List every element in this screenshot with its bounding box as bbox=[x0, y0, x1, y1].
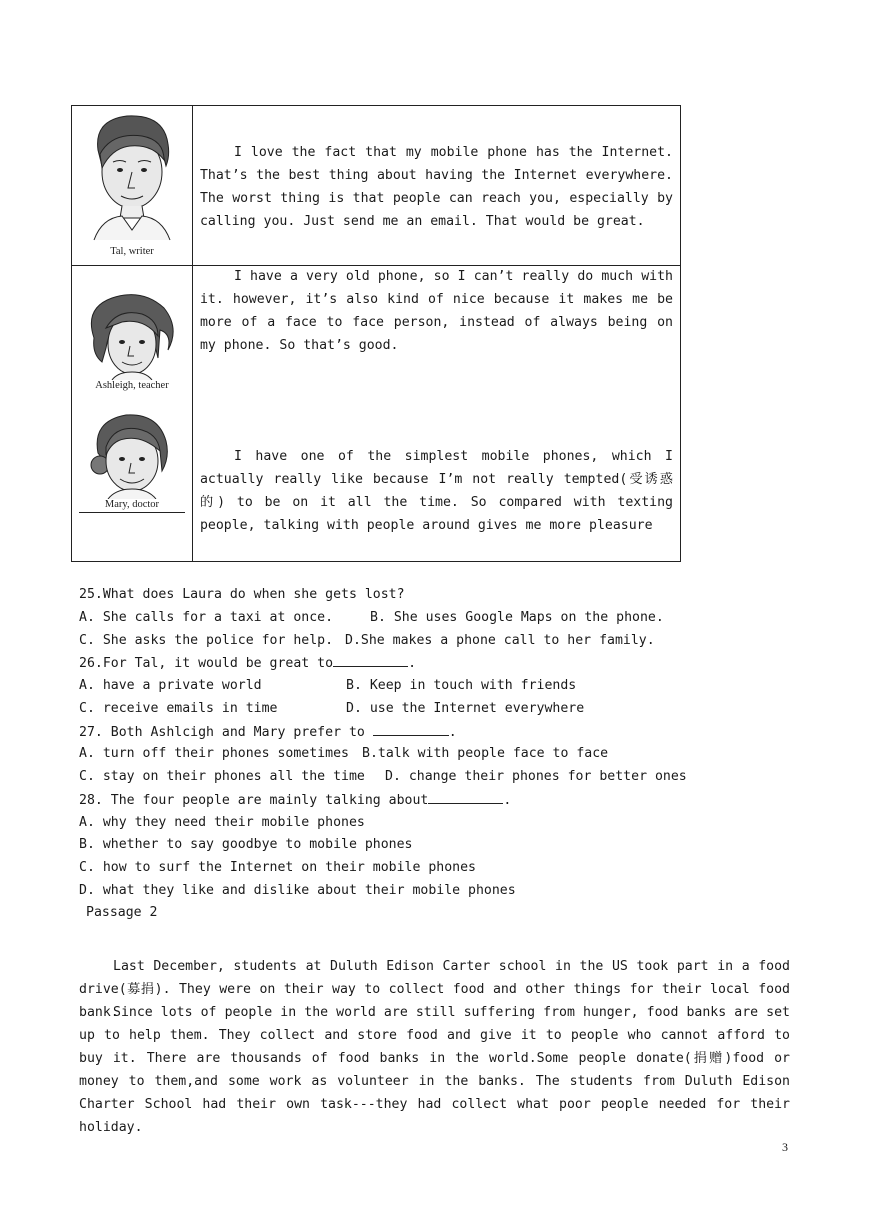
question-25-option-b: B. She uses Google Maps on the phone. bbox=[370, 610, 664, 625]
statement-cell bbox=[192, 266, 680, 562]
answer-blank bbox=[333, 652, 408, 667]
question-26-option-d: D. use the Internet everywhere bbox=[346, 701, 585, 716]
question-26-stem: 26.For Tal, it would be great to bbox=[79, 656, 334, 671]
passage-paragraph: Last December, students at Duluth Edison Carter school in the US took part in a food drive(募捐). They were on their way to collect food and other things for their local food bank. bbox=[79, 959, 790, 1020]
question-27 bbox=[79, 721, 457, 744]
question-26-option-b: B. Keep in touch with friends bbox=[346, 678, 577, 693]
portrait-cell bbox=[72, 266, 193, 562]
answer-blank bbox=[373, 721, 449, 736]
caption-underline bbox=[79, 512, 185, 513]
question-28-option-b: B. whether to say goodbye to mobile phones bbox=[79, 837, 413, 852]
question-25-option-a: A. She calls for a taxi at once. bbox=[79, 610, 334, 625]
table-row bbox=[72, 106, 681, 266]
question-25-option-c: C. She asks the police for help. bbox=[79, 633, 334, 648]
question-27-option-b: B.talk with people face to face bbox=[362, 746, 609, 761]
page-number: 3 bbox=[782, 1140, 788, 1154]
ashleigh-portrait-image bbox=[72, 288, 190, 380]
statement-cell bbox=[192, 106, 680, 266]
statement-text: I love the fact that my mobile phone has the Internet. That’s the best thing about having the Internet everywhere. The worst thing is that people can reach you, especially by calling you. Just send me an email. That would be great. bbox=[199, 145, 673, 229]
question-27-option-d: D. change their phones for better ones bbox=[385, 769, 687, 784]
portrait-caption: Tal, writer bbox=[110, 246, 154, 257]
answer-blank bbox=[428, 789, 503, 804]
passage-heading: Passage 2 bbox=[86, 905, 158, 920]
mary-portrait-image bbox=[72, 407, 190, 499]
portrait-caption: Mary, doctor bbox=[104, 499, 160, 510]
question-25-option-d: D.She makes a phone call to her family. bbox=[345, 633, 655, 648]
question-26 bbox=[79, 652, 416, 675]
question-28 bbox=[79, 789, 511, 812]
question-26-option-a: A. have a private world bbox=[79, 678, 262, 693]
question-27-stem: 27. Both Ashlcigh and Mary prefer to bbox=[79, 725, 373, 740]
question-28-option-d: D. what they like and dislike about their mobile phones bbox=[79, 883, 516, 898]
question-25-stem: 25.What does Laura do when she gets lost? bbox=[79, 587, 405, 602]
statement-text: I have a very old phone, so I can’t really do much with it. however, it’s also kind of nice because it makes me be more of a face to face person, instead of always being on my phone. So that’s good. bbox=[199, 269, 673, 353]
question-26-option-c: C. receive emails in time bbox=[79, 701, 278, 716]
table-row bbox=[72, 266, 681, 562]
question-27-end: . bbox=[448, 725, 457, 740]
question-27-option-a: A. turn off their phones sometimes bbox=[79, 746, 349, 761]
question-28-end: . bbox=[503, 793, 512, 808]
question-27-option-c: C. stay on their phones all the time bbox=[79, 769, 365, 784]
portrait-cell bbox=[72, 106, 193, 266]
question-28-option-a: A. why they need their mobile phones bbox=[79, 815, 365, 830]
passage-paragraph: Since lots of people in the world are still suffering from hunger, food banks are set up to help them. They collect and store food and give it to people who cannot afford to buy it. There are thousands of food banks in the world.Some people donate(捐赠)food or money to them,and some work as volunteer in the banks. The students from Duluth Edison Charter School had their own task---they had collect what poor people needed for their holiday. bbox=[79, 1005, 790, 1135]
people-table bbox=[71, 105, 681, 562]
question-28-stem: 28. The four people are mainly talking about bbox=[79, 793, 429, 808]
statement-text: I have one of the simplest mobile phones, which I actually really like because I’m not really tempted(受诱惑的) to be on it all the time. So compared with texting people, talking with people around gives me more pleasure bbox=[199, 449, 673, 533]
question-26-end: . bbox=[408, 656, 417, 671]
portrait-caption: Ashleigh, teacher bbox=[95, 380, 169, 391]
tal-portrait-image bbox=[72, 110, 190, 246]
question-28-option-c: C. how to surf the Internet on their mobile phones bbox=[79, 860, 476, 875]
